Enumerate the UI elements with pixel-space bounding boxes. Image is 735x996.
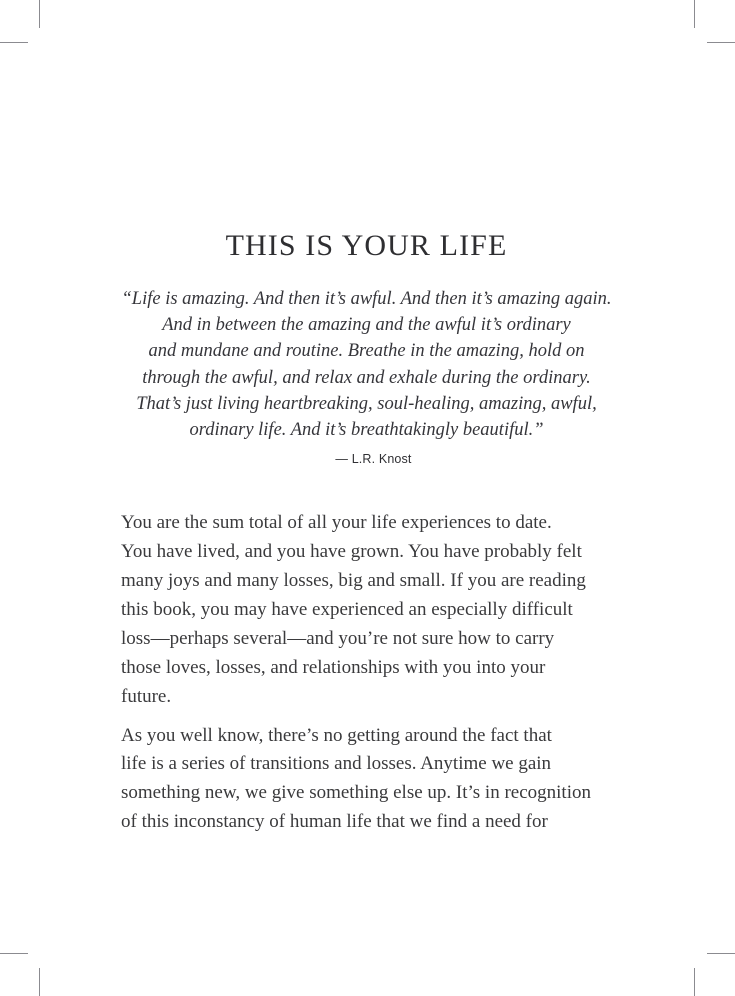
body-line: this book, you may have experienced an especially difficult [121, 598, 573, 620]
crop-mark-bottom-left-vertical [39, 968, 40, 996]
epigraph-line: ordinary life. And it’s breathtakingly beautiful.” [189, 420, 544, 441]
crop-mark-top-left-vertical [39, 0, 40, 28]
epigraph-line: “Life is amazing. And then it’s awful. And then it’s amazing again. [121, 289, 612, 309]
body-line: life is a series of transitions and losses. Anytime we gain [121, 753, 552, 775]
epigraph-quote [121, 286, 612, 443]
epigraph-line: And in between the amazing and the awful it’s ordinary [162, 315, 571, 336]
crop-mark-top-right-horizontal [707, 42, 735, 43]
body-line: You have lived, and you have grown. You have probably felt [121, 541, 582, 563]
body-line: many joys and many losses, big and small. If you are reading [121, 570, 586, 592]
epigraph-attribution: — L.R. Knost [335, 452, 412, 467]
body-line: something new, we give something else up. It’s in recognition [121, 782, 591, 804]
epigraph-line: That’s just living heartbreaking, soul-healing, amazing, awful, [136, 393, 597, 414]
body-line: You are the sum total of all your life experiences to date. [121, 512, 552, 534]
crop-mark-bottom-right-horizontal [707, 953, 735, 954]
body-line: loss—perhaps several—and you’re not sure how to carry [121, 627, 555, 649]
crop-mark-top-right-vertical [694, 0, 695, 28]
chapter-title: THIS IS YOUR LIFE [225, 229, 508, 262]
body-line: those loves, losses, and relationships with you into your [121, 656, 546, 678]
body-line: As you well know, there’s no getting around the fact that [121, 724, 552, 746]
crop-mark-top-left-horizontal [0, 42, 28, 43]
text-block [121, 228, 612, 837]
crop-mark-bottom-left-horizontal [0, 953, 28, 954]
body-line: of this inconstancy of human life that we find a need for [121, 811, 548, 833]
body-line: future. [121, 685, 172, 707]
epigraph-line: through the awful, and relax and exhale during the ordinary. [142, 367, 591, 388]
epigraph-line: and mundane and routine. Breathe in the amazing, hold on [148, 341, 585, 362]
crop-mark-bottom-right-vertical [694, 968, 695, 996]
body-paragraph [121, 509, 612, 711]
body-paragraph [121, 722, 612, 838]
